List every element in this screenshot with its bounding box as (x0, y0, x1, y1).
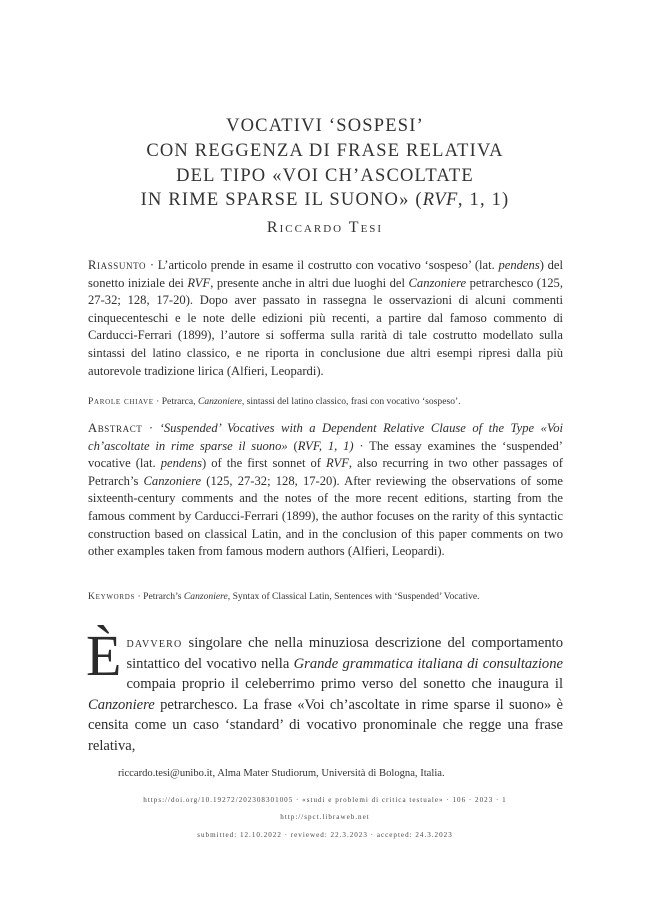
drop-cap: È (86, 623, 122, 688)
separator: · (135, 591, 144, 602)
article-title (0, 114, 650, 213)
separator: · (142, 421, 160, 435)
separator: · (153, 396, 162, 407)
abstract (88, 420, 563, 561)
parole-chiave-label: Parole chiave (88, 396, 154, 407)
abstract-text: ( (287, 438, 298, 453)
incipit: davvero (126, 635, 183, 651)
abstract-italic: RVF (326, 456, 349, 471)
riassunto-text: L’articolo prende in esame il costrutto con vocativo ‘sospeso’ (lat. (157, 258, 499, 272)
body-italic: Canzoniere (88, 696, 155, 713)
parole-chiave-text: Petrarca, (161, 396, 198, 407)
title-line-1: VOCATIVI ‘SOSPESI’ (226, 116, 424, 136)
body-italic: Grande grammatica italiana di consultazione (293, 655, 563, 672)
keywords-italic: Canzoniere (183, 591, 228, 602)
body-text: compaia proprio il celeberrimo primo verso del sonetto che inaugura il (126, 676, 563, 693)
separator: · (146, 258, 158, 272)
title-line-3: DEL TIPO «VOI CH’ASCOLTATE (176, 165, 474, 186)
abstract-text: ) of the first sonnet of (201, 456, 327, 471)
riassunto-italic: pendens (498, 258, 540, 272)
abstract-italic: RVF, 1, 1) (297, 438, 354, 453)
abstract-text: · The essay examines the ‘suspended’ vocative (lat. (88, 438, 563, 471)
riassunto-italic: Canzoniere (408, 275, 467, 290)
body-text: petrarchesco. La frase «Voi ch’ascoltate in rime sparse il suono» è censita come un caso ‘standard’ di vocativo pronominale che regge una frase relativa, (88, 696, 563, 754)
riassunto-text: , presente anche in altri due luoghi del (210, 275, 409, 290)
parole-chiave (88, 395, 563, 408)
author-name: Riccardo Tesi (266, 219, 384, 236)
title-line-4 (0, 188, 650, 213)
riassunto-text: petrarchesco (125, 27-32; 128, 17-20). Dopo aver passato in rassegna le osservazioni di alcuni commenti cinquecenteschi e le note delle edizioni più recenti, a partire dal famoso commento di Carducci-Ferrari (1899), l’autore si sofferma sulla rarità di tale costrutto modellato sulla sintassi del latino classico, e ne riporta in conclusione due altri esempi ripresi dalla più autorevole tradizione lirica (Alfieri, Leopardi). (88, 275, 563, 378)
keywords-text: Petrarch’s (143, 591, 184, 602)
parole-chiave-italic: Canzoniere (197, 396, 242, 407)
keywords (88, 590, 563, 603)
doi-line: https://doi.org/10.19272/202308301005 · «studi e problemi di critica testuale» · 106 · 2023 · 1 (143, 796, 507, 804)
body-paragraph (86, 623, 563, 757)
keywords-label: Keywords (88, 591, 136, 602)
abstract-italic: pendens (160, 456, 202, 471)
body-text: singolare che nella minuziosa descrizione del comportamento sintattico del vocativo nella (126, 635, 563, 672)
abstract-title-italic: ‘Suspended’ Vocatives with a Dependent Relative Clause of the Type «Voi ch’ascoltate in rime sparse il suono» (88, 421, 563, 453)
riassunto-italic: RVF (187, 275, 211, 290)
abstract-text: , also recurring in two other passages of Petrarch’s (88, 456, 563, 488)
abstract-text: (125, 27-32; 128, 17-20). After reviewing the observations of some sixteenth-century comments and the notes of the more recent editions, starting from the famous comment by Carducci-Ferrari (1899), the author focuses on the rarity of this syntactic construction based on classical Latin, and in the conclusion of this paper comments on two other examples taken from famous modern authors (Alfieri, Leopardi). (88, 473, 563, 559)
title-line-4-a: IN RIME SPARSE IL SUONO» ( (140, 190, 423, 211)
riassunto-text: ) del sonetto iniziale dei (88, 258, 563, 290)
title-line-2: CON REGGENZA DI FRASE RELATIVA (146, 140, 504, 161)
journal-url: http://spct.libraweb.net (280, 813, 370, 821)
riassunto (88, 257, 563, 380)
keywords-text: , Syntax of Classical Latin, Sentences with ‘Suspended’ Vocative. (227, 591, 480, 602)
submission-dates: submitted: 12.10.2022 · reviewed: 22.3.2023 · accepted: 24.3.2023 (197, 831, 453, 839)
riassunto-label: Riassunto (88, 258, 147, 272)
title-rvf: RVF (422, 190, 458, 211)
abstract-italic: Canzoniere (143, 473, 202, 488)
title-line-4-b: , 1, 1) (457, 190, 510, 211)
parole-chiave-text: , sintassi del latino classico, frasi con vocativo ‘sospeso’. (241, 396, 461, 407)
abstract-label: Abstract (88, 421, 143, 435)
author-affiliation-footnote: riccardo.tesi@unibo.it, Alma Mater Studiorum, Università di Bologna, Italia. (118, 768, 445, 779)
